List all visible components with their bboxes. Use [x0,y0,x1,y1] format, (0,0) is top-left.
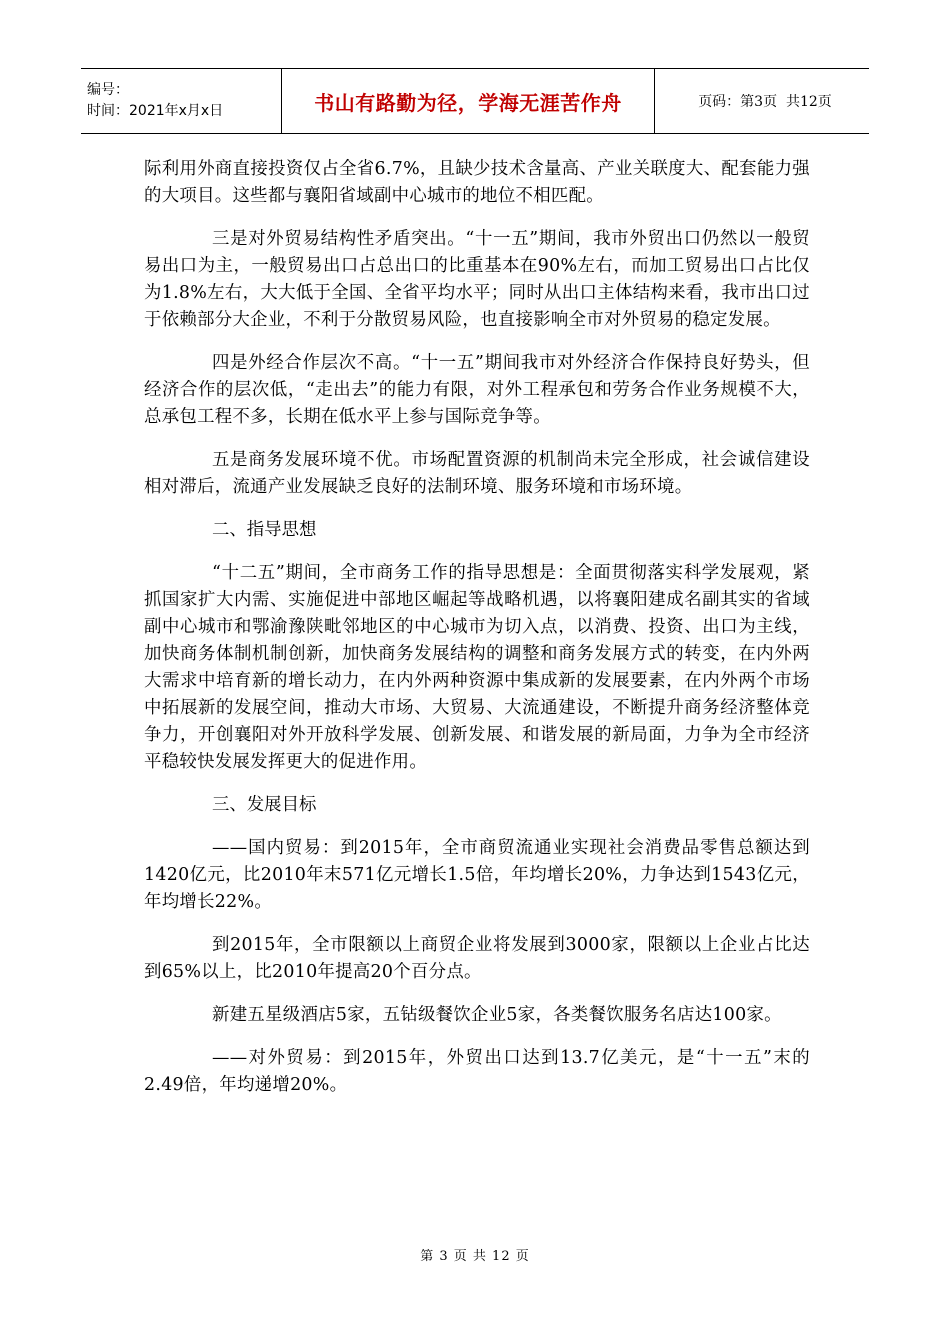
document-body [144,156,810,1115]
motto-text: 书山有路勤为径，学海无涯苦作舟 [314,90,622,115]
header-motto-cell [281,69,655,133]
code-label: 编号： [87,82,129,98]
header-meta [81,69,281,133]
section-heading: 三、发展目标 [212,795,317,815]
paragraph: ——对外贸易：到2015年，外贸出口达到13.7亿美元，是“十一五”末的2.49倍，年均递增20%。 [144,1048,810,1095]
paragraph: 到2015年，全市限额以上商贸企业将发展到3000家，限额以上企业占比达到65%以上，比2010年提高20个百分点。 [144,935,810,982]
page-info-text: 页码：第3页 共12页 [698,94,832,110]
paragraph: 新建五星级酒店5家，五钻级餐饮企业5家，各类餐饮服务名店达100家。 [212,1005,782,1025]
page-header [81,68,869,134]
paragraph: 三是对外贸易结构性矛盾突出。“十一五”期间，我市外贸出口仍然以一般贸易出口为主，一般贸易出口占总出口的比重基本在90%左右，而加工贸易出口占比仅为1.8%左右，大大低于全国、全省平均水平；同时从出口主体结构来看，我市出口过于依赖部分大企业，不利于分散贸易风险，也直接影响全市对外贸易的稳定发展。 [144,229,810,330]
paragraph: 际利用外商直接投资仅占全省6.7%，且缺少技术含量高、产业关联度大、配套能力强的大项目。这些都与襄阳省域副中心城市的地位不相匹配。 [144,159,810,206]
time-label: 时间：2021年x月x日 [87,103,224,119]
header-page-info [655,69,869,133]
paragraph: ——国内贸易：到2015年，全市商贸流通业实现社会消费品零售总额达到1420亿元，比2010年末571亿元增长1.5倍，年均增长20%，力争达到1543亿元，年均增长22%。 [144,838,810,912]
paragraph: 五是商务发展环境不优。市场配置资源的机制尚未完全形成，社会诚信建设相对滞后，流通产业发展缺乏良好的法制环境、服务环境和市场环境。 [144,450,810,497]
section-heading: 二、指导思想 [212,520,317,540]
paragraph: “十二五”期间，全市商务工作的指导思想是：全面贯彻落实科学发展观，紧抓国家扩大内需、实施促进中部地区崛起等战略机遇，以将襄阳建成名副其实的省域副中心城市和鄂渝豫陕毗邻地区的中心城市为切入点，以消费、投资、出口为主线，加快商务体制机制创新，加快商务发展结构的调整和商务发展方式的转变，在内外两大需求中培育新的增长动力，在内外两种资源中集成新的发展要素，在内外两个市场中拓展新的发展空间，推动大市场、大贸易、大流通建设，不断提升商务经济整体竞争力，开创襄阳对外开放科学发展、创新发展、和谐发展的新局面，力争为全市经济平稳较快发展发挥更大的促进作用。 [144,563,810,772]
page-footer: 第 3 页 共 12 页 [420,1249,530,1264]
paragraph: 四是外经合作层次不高。“十一五”期间我市对外经济合作保持良好势头，但经济合作的层次低，“走出去”的能力有限，对外工程承包和劳务合作业务规模不大，总承包工程不多，长期在低水平上参与国际竞争等。 [144,353,810,427]
